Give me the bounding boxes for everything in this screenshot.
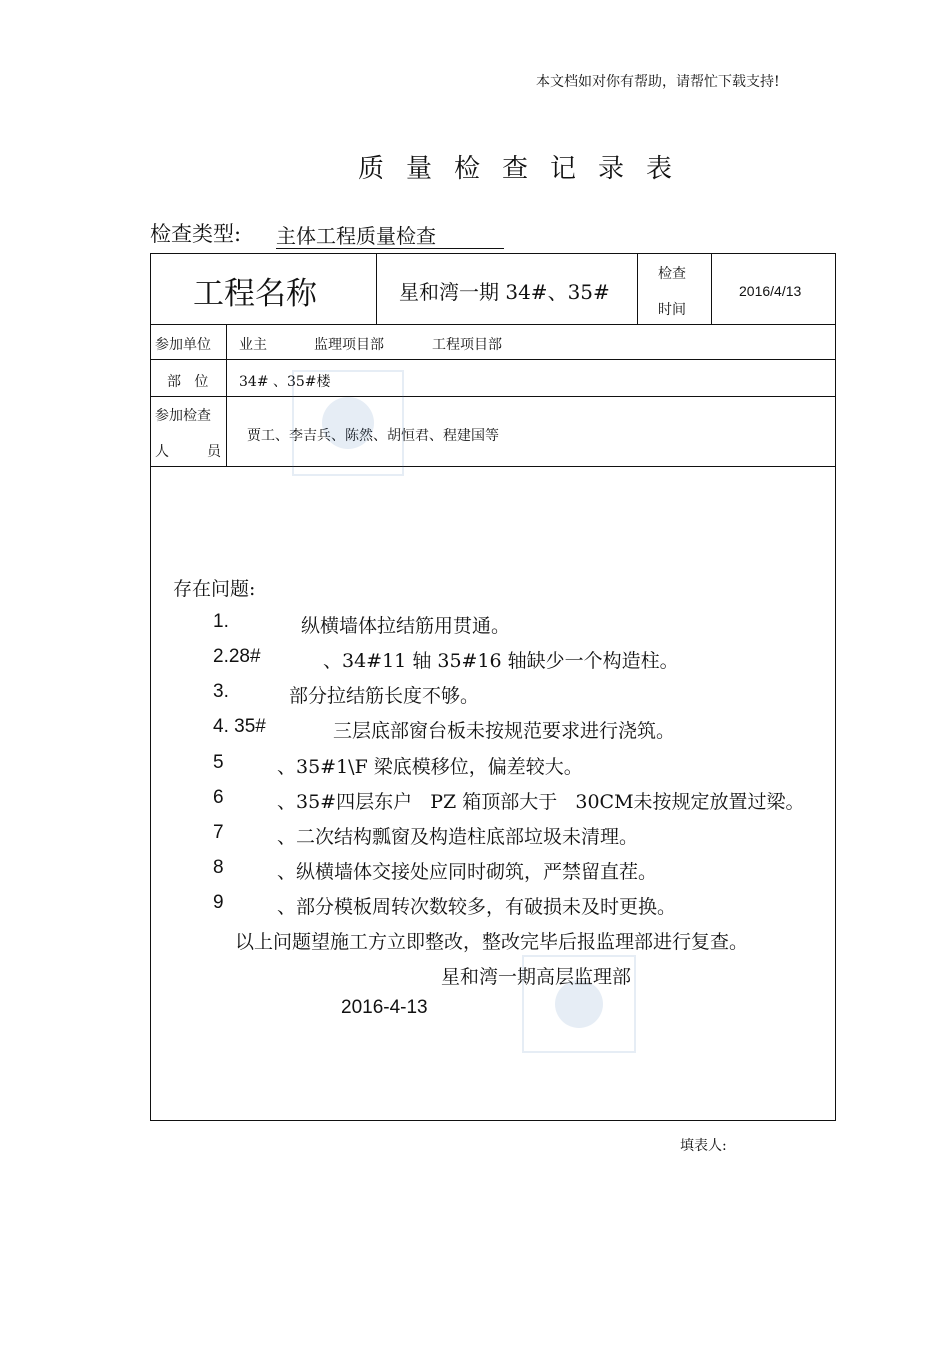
- issue-text: 、35#四层东户 PZ 箱顶部大于 30CM未按规定放置过梁。: [277, 791, 805, 813]
- issue-text: 、部分模板周转次数较多，有破损未及时更换。: [277, 896, 677, 918]
- issues-heading: 存在问题:: [173, 578, 256, 600]
- inspection-type-label: 检查类型:: [150, 222, 242, 246]
- inspectors-value: 贾工、李吉兵、陈然、胡恒君、程建国等: [247, 428, 499, 444]
- unit-supervision: 监理项目部: [314, 337, 384, 353]
- col-divider: [376, 254, 377, 324]
- col-divider: [637, 254, 638, 324]
- inspectors-label-line1: 参加检查: [155, 408, 211, 424]
- inspectors-label-line2a: 人: [155, 444, 169, 460]
- signature-date: 2016-4-13: [341, 997, 428, 1018]
- participating-units-label: 参加单位: [155, 337, 211, 353]
- issue-text: 纵横墙体拉结筋用贯通。: [301, 615, 511, 637]
- check-date-value: 2016/4/13: [739, 283, 802, 299]
- issue-text: 、35#1\F 梁底模移位，偏差较大。: [277, 756, 583, 778]
- unit-owner: 业主: [239, 337, 267, 353]
- issue-number: 5: [213, 752, 224, 773]
- issue-text: 部分拉结筋长度不够。: [289, 685, 480, 707]
- download-note: 本文档如对你有帮助，请帮忙下载支持!: [536, 74, 780, 90]
- row-divider: [151, 359, 835, 360]
- project-name-value: 星和湾一期 34#、35#: [399, 280, 610, 304]
- issue-text: 、二次结构瓢窗及构造柱底部垃圾未清理。: [277, 826, 639, 848]
- row-divider: [151, 324, 835, 325]
- issue-number: 9: [213, 892, 224, 913]
- signature-text: 星和湾一期高层监理部: [441, 966, 632, 988]
- issue-text: 、纵横墙体交接处应同时砌筑，严禁留直茬。: [277, 861, 658, 883]
- issue-number: 3.: [213, 681, 229, 702]
- issue-number: 4. 35#: [213, 716, 266, 737]
- inspectors-label-line2b: 员: [207, 444, 221, 460]
- watermark-logo-icon: [291, 369, 405, 477]
- issue-text: 、34#11 轴 35#16 轴缺少一个构造柱。: [323, 650, 679, 672]
- issue-number: 8: [213, 857, 224, 878]
- issue-number: 2.28#: [213, 646, 261, 667]
- unit-project-dept: 工程项目部: [432, 337, 502, 353]
- conclusion-text: 以上问题望施工方立即整改，整改完毕后报监理部进行复查。: [235, 931, 749, 953]
- project-name-label: 工程名称: [193, 276, 317, 312]
- filler-label: 填表人:: [680, 1138, 727, 1154]
- inspection-type-value: 主体工程质量检查: [276, 224, 504, 249]
- inspection-record-table: [150, 253, 836, 1121]
- col-divider: [711, 254, 712, 324]
- row-divider: [151, 396, 835, 397]
- document-title: 质量检查记录表: [358, 154, 695, 184]
- row-divider: [151, 466, 835, 467]
- issue-number: 1.: [213, 611, 229, 632]
- check-time-label-line2: 时间: [658, 302, 686, 318]
- issue-text: 三层底部窗台板未按规范要求进行浇筑。: [333, 720, 676, 742]
- issue-number: 7: [213, 822, 224, 843]
- check-time-label-line1: 检查: [658, 266, 686, 282]
- issue-number: 6: [213, 787, 224, 808]
- part-value: 34# 、35#楼: [239, 374, 331, 390]
- part-label: 部 位: [167, 374, 209, 390]
- col-divider: [226, 324, 227, 466]
